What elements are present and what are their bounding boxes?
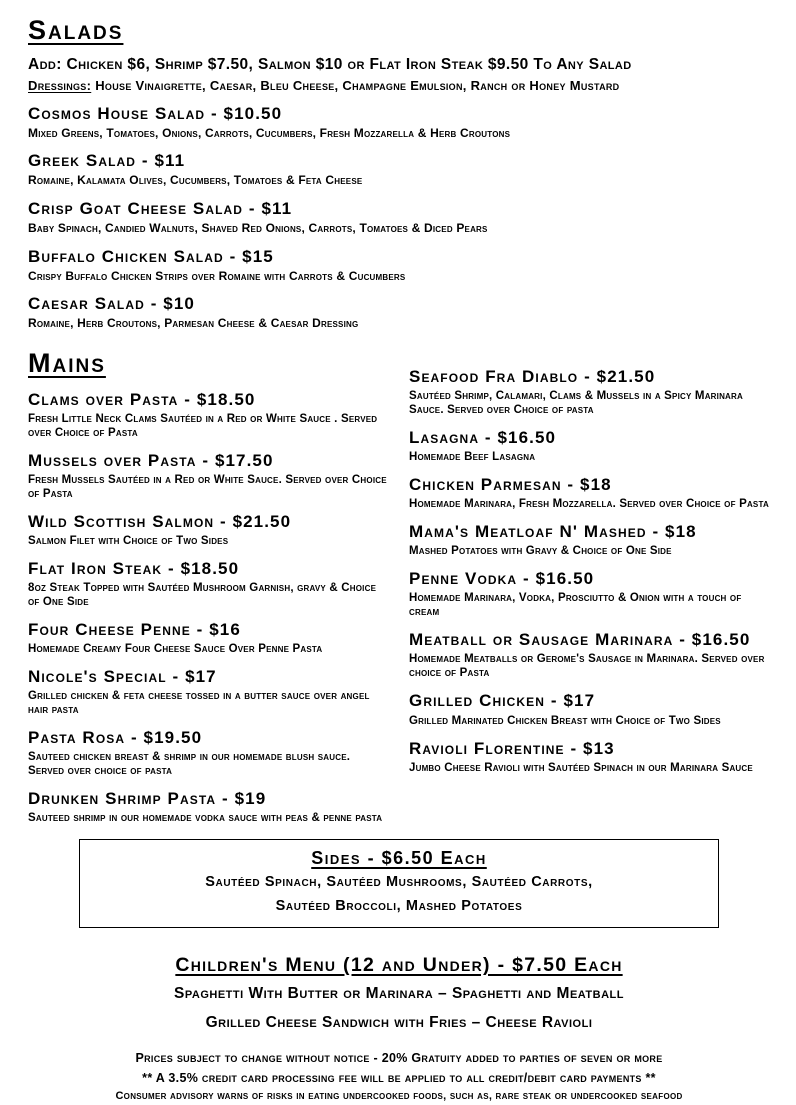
item-name: Four Cheese Penne - $16 <box>28 620 241 640</box>
mains-columns <box>28 331 770 825</box>
footer-prices-notice: Prices subject to change without notice - 20% Gratuity added to parties of seven or more <box>135 1051 663 1066</box>
item-desc: Homemade Creamy Four Cheese Sauce Over Penne Pasta <box>28 643 323 656</box>
item-name: Nicole's Special - $17 <box>28 667 217 687</box>
item-name: Wild Scottish Salmon - $21.50 <box>28 511 292 531</box>
item-name: Penne Vodka - $16.50 <box>409 569 595 589</box>
item-desc: Mixed Greens, Tomatoes, Onions, Carrots, Cucumbers, Fresh Mozzarella & Herb Croutons <box>28 125 511 140</box>
item-name: Meatball or Sausage Marinara - $16.50 <box>409 630 751 650</box>
menu-item-ravioli-florentine <box>409 739 770 775</box>
menu-item-chicken-parmesan <box>409 475 770 511</box>
menu-item-grilled-chicken <box>409 691 770 727</box>
menu-item-wild-scottish-salmon <box>28 512 389 548</box>
childrens-menu-section <box>28 954 770 1035</box>
item-name: Lasagna - $16.50 <box>409 428 557 448</box>
dressings-list: House Vinaigrette, Caesar, Bleu Cheese, Champagne Emulsion, Ranch or Honey Mustard <box>95 77 620 93</box>
item-desc: Crispy Buffalo Chicken Strips over Romaine with Carrots & Cucumbers <box>28 268 406 283</box>
menu-item-greek-salad <box>28 151 770 188</box>
sides-title <box>90 848 708 869</box>
sides-box <box>79 839 719 928</box>
item-name: Drunken Shrimp Pasta - $19 <box>28 789 267 809</box>
childrens-menu-title-text: Children's Menu (12 and Under) - $7.50 Each <box>175 954 623 977</box>
item-desc: Salmon Filet with Choice of Two Sides <box>28 534 229 547</box>
menu-item-crisp-goat-cheese-salad <box>28 199 770 236</box>
item-name: Mama's Meatloaf N' Mashed - $18 <box>409 522 697 542</box>
menu-item-four-cheese-penne <box>28 620 389 656</box>
item-name: Pasta Rosa - $19.50 <box>28 728 203 748</box>
menu-item-cosmos-house-salad <box>28 104 770 141</box>
mains-right-column <box>409 331 770 775</box>
menu-item-seafood-fra-diablo <box>409 367 770 417</box>
item-name: Caesar Salad - $10 <box>28 294 195 314</box>
menu-item-buffalo-chicken-salad <box>28 247 770 284</box>
menu-item-caesar-salad <box>28 294 770 331</box>
item-desc: Fresh Little Neck Clams Sautéed in a Red or White Sauce . Served over Choice of Pasta <box>28 412 378 439</box>
mains-heading <box>28 349 389 379</box>
item-name: Grilled Chicken - $17 <box>409 691 596 711</box>
menu-item-meatball-or-sausage-marinara <box>409 630 770 680</box>
item-desc: Romaine, Kalamata Olives, Cucumbers, Tomatoes & Feta Cheese <box>28 173 363 188</box>
sides-line-2: Sautéed Broccoli, Mashed Potatoes <box>275 898 523 915</box>
item-desc: Grilled Marinated Chicken Breast with Choice of Two Sides <box>409 714 721 727</box>
item-desc: Sauteed chicken breast & shrimp in our homemade blush sauce. Served over choice of pasta <box>28 751 351 778</box>
menu-item-penne-vodka <box>409 569 770 619</box>
menu-item-clams-over-pasta <box>28 390 389 440</box>
dressings-line <box>28 78 770 93</box>
mains-left-column <box>28 331 389 825</box>
menu-item-mussels-over-pasta <box>28 451 389 501</box>
salad-addons-line: Add: Chicken $6, Shrimp $7.50, Salmon $10 or Flat Iron Steak $9.50 To Any Salad <box>28 55 632 73</box>
sides-title-text: Sides - $6.50 Each <box>311 848 487 869</box>
item-desc: Homemade Beef Lasagna <box>409 451 536 464</box>
sides-line-1: Sautéed Spinach, Sautéed Mushrooms, Sautéed Carrots, <box>205 874 593 891</box>
footer-consumer-advisory: Consumer advisory warns of risks in eating undercooked foods, such as, rare steak or undercooked seafood <box>115 1090 683 1103</box>
dressings-label: Dressings: <box>28 77 92 93</box>
item-desc: Mashed Potatoes with Gravy & Choice of One Side <box>409 545 672 558</box>
mains-section <box>28 331 770 825</box>
item-name: Cosmos House Salad - $10.50 <box>28 103 283 123</box>
item-name: Buffalo Chicken Salad - $15 <box>28 246 274 266</box>
item-desc: Homemade Marinara, Vodka, Prosciutto & Onion with a touch of cream <box>409 592 742 619</box>
item-desc: Grilled chicken & feta cheese tossed in a butter sauce over angel hair pasta <box>28 690 370 717</box>
menu-item-lasagna <box>409 428 770 464</box>
salads-heading <box>28 16 770 46</box>
childrens-menu-title <box>28 954 770 977</box>
item-name: Seafood Fra Diablo - $21.50 <box>409 367 656 387</box>
menu-item-mamas-meatloaf <box>409 522 770 558</box>
item-desc: Homemade Marinara, Fresh Mozzarella. Served over Choice of Pasta <box>409 498 769 511</box>
item-desc: Sautéed Shrimp, Calamari, Clams & Mussels in a Spicy Marinara Sauce. Served over Choice of pasta <box>409 390 743 417</box>
footer-notes <box>28 1049 770 1105</box>
item-desc: 8oz Steak Topped with Sautéed Mushroom Garnish, gravy & Choice of One Side <box>28 582 377 609</box>
item-desc: Homemade Meatballs or Gerome's Sausage in Marinara. Served over choice of Pasta <box>409 653 765 680</box>
menu-item-pasta-rosa <box>28 728 389 778</box>
item-name: Ravioli Florentine - $13 <box>409 738 615 758</box>
item-name: Chicken Parmesan - $18 <box>409 475 612 495</box>
menu-item-drunken-shrimp-pasta <box>28 789 389 825</box>
childrens-menu-line-2: Grilled Cheese Sandwich with Fries – Cheese Ravioli <box>205 1014 593 1032</box>
menu-item-nicoles-special <box>28 667 389 717</box>
item-name: Flat Iron Steak - $18.50 <box>28 558 240 578</box>
item-desc: Jumbo Cheese Ravioli with Sautéed Spinach in our Marinara Sauce <box>409 761 753 774</box>
item-name: Clams over Pasta - $18.50 <box>28 389 256 409</box>
item-name: Crisp Goat Cheese Salad - $11 <box>28 199 293 219</box>
menu-item-flat-iron-steak <box>28 559 389 609</box>
item-desc: Baby Spinach, Candied Walnuts, Shaved Red Onions, Carrots, Tomatoes & Diced Pears <box>28 221 488 236</box>
item-desc: Sauteed shrimp in our homemade vodka sauce with peas & penne pasta <box>28 812 383 825</box>
item-name: Greek Salad - $11 <box>28 151 186 171</box>
item-desc: Fresh Mussels Sautéed in a Red or White Sauce. Served over Choice of Pasta <box>28 473 387 500</box>
salads-heading-text: Salads <box>28 15 124 45</box>
item-name: Mussels over Pasta - $17.50 <box>28 450 274 470</box>
mains-heading-text: Mains <box>28 348 106 379</box>
item-desc: Romaine, Herb Croutons, Parmesan Cheese & Caesar Dressing <box>28 316 359 331</box>
childrens-menu-line-1: Spaghetti With Butter or Marinara – Spaghetti and Meatball <box>174 985 624 1003</box>
footer-card-fee-notice: ** A 3.5% credit card processing fee will be applied to all credit/debit card payments ** <box>142 1070 656 1085</box>
salads-section <box>28 16 770 331</box>
